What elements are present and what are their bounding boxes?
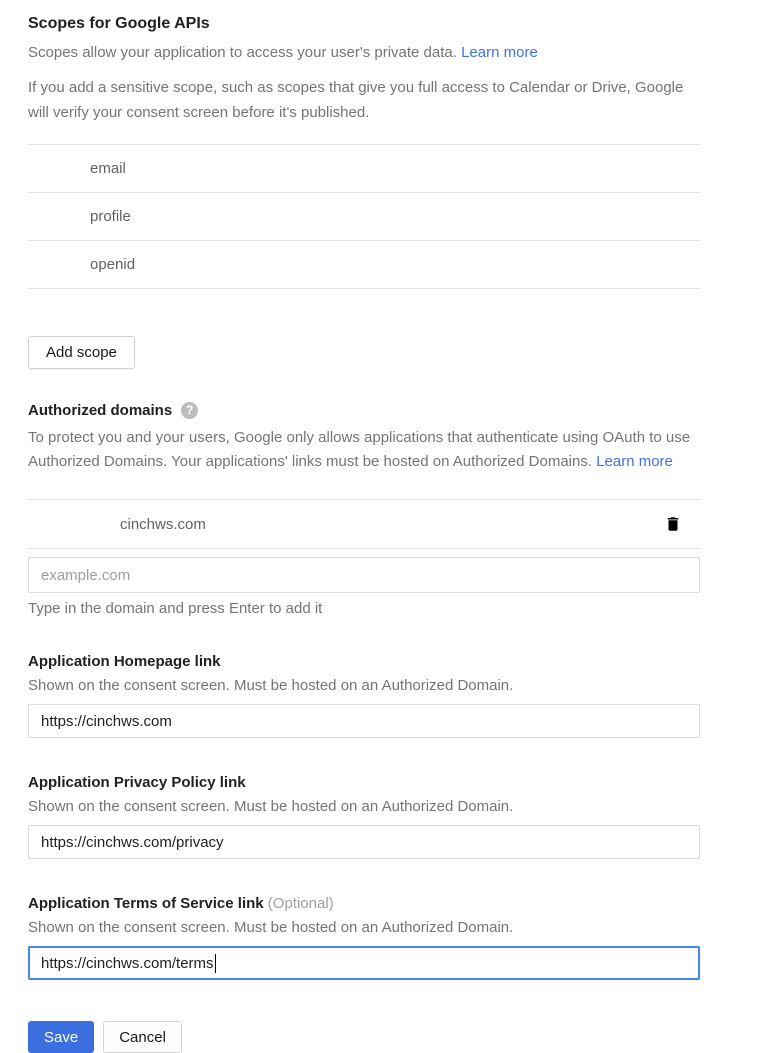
scope-label: profile — [90, 208, 131, 225]
homepage-link-subtitle: Shown on the consent screen. Must be hosted on an Authorized Domain. — [28, 677, 514, 694]
homepage-link-field-group — [28, 653, 700, 738]
homepage-link-input[interactable] — [28, 704, 700, 738]
scope-row-openid — [28, 241, 700, 289]
homepage-link-label: Application Homepage link — [28, 653, 221, 670]
terms-of-service-field-group — [28, 895, 700, 980]
text-cursor — [215, 954, 217, 973]
terms-of-service-value: https://cinchws.com/terms — [41, 954, 214, 972]
domain-label: cinchws.com — [120, 515, 206, 533]
delete-domain-button[interactable] — [664, 514, 682, 534]
domains-learn-more-link[interactable]: Learn more — [596, 453, 673, 470]
add-domain-input[interactable] — [28, 557, 700, 593]
help-icon[interactable]: ? — [181, 402, 198, 419]
authorized-domains-section — [28, 402, 700, 617]
cancel-button[interactable]: Cancel — [103, 1021, 182, 1053]
add-scope-button[interactable]: Add scope — [28, 336, 135, 369]
authorized-domains-title: Authorized domains — [28, 402, 173, 419]
trash-icon — [664, 514, 682, 534]
scopes-description: Scopes allow your application to access your user's private data. Learn more — [28, 44, 538, 61]
terms-of-service-subtitle: Shown on the consent screen. Must be hosted on an Authorized Domain. — [28, 919, 514, 936]
optional-tag: (Optional) — [267, 895, 334, 912]
scope-list — [28, 144, 700, 289]
terms-of-service-input[interactable] — [28, 946, 700, 980]
scope-row-profile — [28, 193, 700, 241]
privacy-policy-subtitle: Shown on the consent screen. Must be hosted on an Authorized Domain. — [28, 798, 514, 815]
privacy-policy-field-group — [28, 774, 700, 859]
form-actions — [28, 1021, 700, 1053]
scopes-section-title: Scopes for Google APIs — [28, 15, 210, 32]
domain-row — [28, 500, 700, 549]
oauth-consent-form — [28, 0, 700, 1053]
scopes-learn-more-link[interactable]: Learn more — [461, 44, 538, 61]
authorized-domains-description: To protect you and your users, Google only allows applications that authenticate using OAuth to use Authorized Domains. Your applications' links must be hosted on Authorized Domains. Learn more — [28, 429, 691, 470]
scope-row-email — [28, 145, 700, 193]
domain-helper-text: Type in the domain and press Enter to add it — [28, 600, 323, 617]
sensitive-scope-note: If you add a sensitive scope, such as scopes that give you full access to Calendar or Drive, Google will verify your consent screen before it's published. — [28, 79, 684, 121]
privacy-policy-input[interactable] — [28, 825, 700, 859]
terms-of-service-label: Application Terms of Service link (Optional) — [28, 895, 334, 912]
scope-label: email — [90, 160, 126, 177]
scope-label: openid — [90, 256, 136, 273]
privacy-policy-label: Application Privacy Policy link — [28, 774, 246, 791]
domain-list — [28, 499, 700, 549]
save-button[interactable]: Save — [28, 1021, 94, 1053]
